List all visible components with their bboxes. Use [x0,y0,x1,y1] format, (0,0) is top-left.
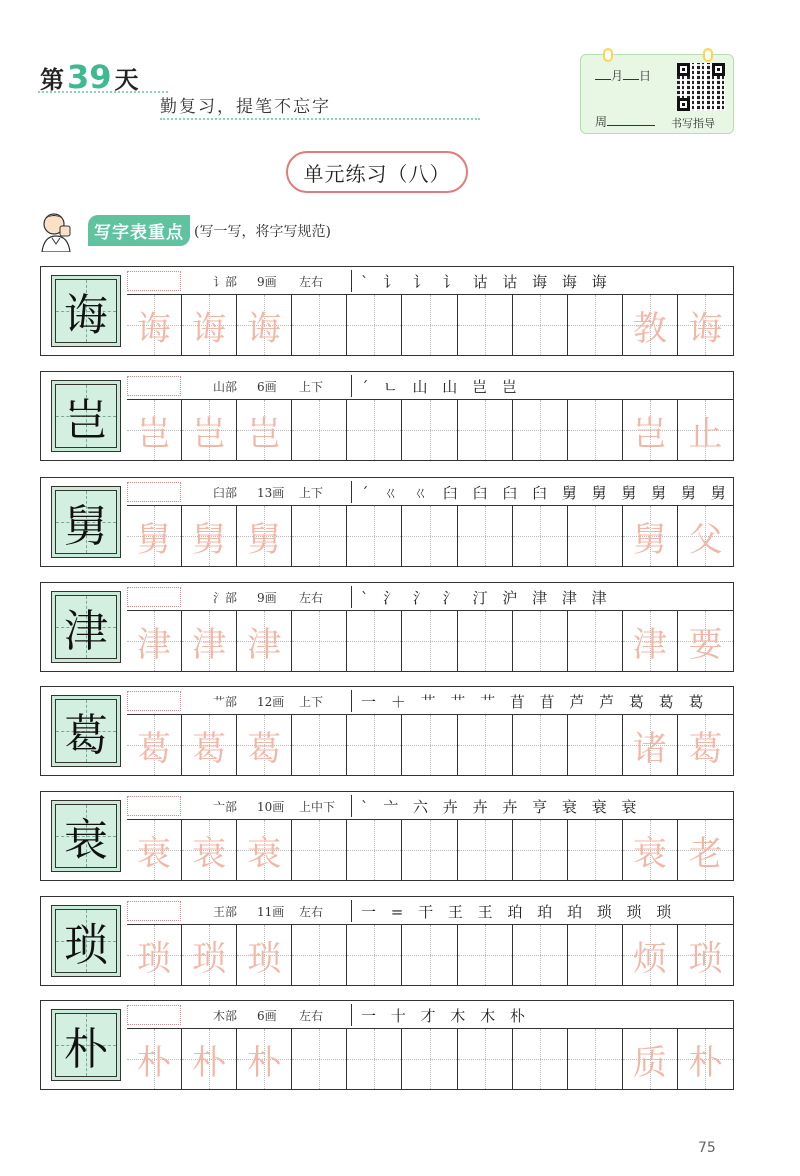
radical-label: 氵部 [213,591,238,605]
date-card [580,54,734,134]
trace-character: 岂 [192,413,227,454]
writing-cell [127,715,182,775]
writing-cell[interactable] [568,506,623,566]
day-suffix: 天 [114,66,139,94]
writing-cell [623,820,678,880]
radical-label: 臼部 [213,486,238,500]
model-character-box [51,486,121,558]
example-word-character: 要 [688,624,723,665]
writing-cell[interactable] [402,295,457,355]
stroke-order: 一 十 才 木 木 朴 [361,1007,530,1025]
writing-cell[interactable] [402,1029,457,1089]
stroke-count-label: 9画 [257,275,277,289]
stroke-count-label: 11画 [257,905,285,919]
character-info-band [127,897,733,925]
writing-cell [237,295,292,355]
day-number: 39 [67,58,112,96]
stroke-count-box [127,482,181,502]
example-word-character: 止 [688,413,723,454]
radical-label: 讠部 [213,275,238,289]
writing-cell [237,400,292,460]
writing-cell[interactable] [568,715,623,775]
writing-cell[interactable] [402,400,457,460]
writing-cell[interactable] [458,400,513,460]
writing-cell[interactable] [347,1029,402,1089]
model-character-box [51,591,121,663]
writing-cell[interactable] [402,506,457,566]
writing-cell [237,715,292,775]
structure-label: 左右 [299,591,324,605]
model-character-box [51,1009,121,1081]
writing-cell[interactable] [347,715,402,775]
character-info-band [127,267,733,295]
stroke-count-box [127,691,181,711]
radical-label: 木部 [213,1009,238,1023]
practice-grid [127,715,733,775]
character-practice-row [40,477,734,567]
writing-cell[interactable] [292,715,347,775]
binder-ring-icon [603,48,613,62]
writing-cell [678,506,733,566]
writing-cell [623,1029,678,1089]
writing-cell [623,506,678,566]
writing-cell[interactable] [513,925,568,985]
binder-ring-icon [703,48,713,62]
stroke-count-label: 6画 [257,380,277,394]
writing-cell [237,820,292,880]
writing-cell [678,925,733,985]
trace-character: 岂 [247,413,282,454]
writing-cell[interactable] [292,925,347,985]
writing-cell [182,295,237,355]
header-dotted-divider [38,91,168,93]
radical-label: 亠部 [213,800,238,814]
trace-character: 衰 [137,833,172,874]
practice-grid [127,820,733,880]
writing-cell[interactable] [458,295,513,355]
date-fill-line[interactable]: 月 日 [595,67,651,84]
model-character: 诲 [64,290,108,341]
writing-cell[interactable] [568,925,623,985]
trace-character: 岂 [137,413,172,454]
writing-cell[interactable] [347,820,402,880]
trace-character: 诲 [247,308,282,349]
writing-cell [678,715,733,775]
writing-cell[interactable] [347,611,402,671]
writing-cell[interactable] [458,925,513,985]
example-word-character: 琐 [688,938,723,979]
practice-grid [127,400,733,460]
writing-cell [127,611,182,671]
writing-cell[interactable] [513,506,568,566]
writing-cell [623,295,678,355]
writing-cell [127,295,182,355]
motto: 勤复习，提笔不忘字 [160,97,331,117]
writing-guide-label: 书写指导 [671,117,715,130]
motto-dotted-divider [160,118,480,120]
writing-cell[interactable] [513,400,568,460]
stroke-order: ` 亠 六 卉 卉 卉 亨 衰 衰 衰 [361,798,642,816]
writing-cell[interactable] [347,925,402,985]
writing-cell[interactable] [458,715,513,775]
writing-cell [182,1029,237,1089]
writing-cell[interactable] [458,611,513,671]
example-word-character: 烦 [632,938,667,979]
writing-cell[interactable] [292,400,347,460]
reading-child-icon [34,208,78,252]
writing-cell[interactable] [513,1029,568,1089]
writing-cell[interactable] [513,820,568,880]
writing-cell [182,611,237,671]
writing-cell[interactable] [402,925,457,985]
writing-cell [623,400,678,460]
practice-grid [127,295,733,355]
stroke-count-label: 10画 [257,800,285,814]
practice-grid [127,1029,733,1089]
writing-cell[interactable] [292,295,347,355]
stroke-order: ` 氵 氵 氵 汀 沪 津 津 津 [361,589,612,607]
writing-cell [623,715,678,775]
unit-title: 单元练习（八） [286,151,468,193]
stroke-count-box [127,271,181,291]
writing-cell[interactable] [568,400,623,460]
week-fill-line[interactable]: 周 [595,113,655,130]
character-info-band [127,372,733,400]
writing-cell [182,715,237,775]
practice-grid [127,925,733,985]
character-info-band [127,687,733,715]
stroke-order: 一 ＋ 艹 艹 艹 苜 苜 芦 芦 葛 葛 葛 [361,693,709,711]
radical-label: 王部 [213,905,238,919]
trace-character: 葛 [137,728,172,769]
structure-label: 上中下 [299,800,336,814]
example-word-character: 老 [688,833,723,874]
trace-character: 衰 [192,833,227,874]
model-character-box [51,905,121,977]
radical-label: 山部 [213,380,238,394]
writing-cell [623,925,678,985]
writing-cell[interactable] [568,295,623,355]
trace-character: 舅 [137,519,172,560]
day-prefix: 第 [40,66,64,94]
character-practice-row [40,686,734,776]
writing-cell[interactable] [292,611,347,671]
stroke-count-box [127,587,181,607]
trace-character: 衰 [247,833,282,874]
writing-cell [237,611,292,671]
writing-cell [678,611,733,671]
trace-character: 诲 [192,308,227,349]
writing-cell [237,1029,292,1089]
trace-character: 津 [247,624,282,665]
stroke-order: ` 讠 讠 讠 诂 诂 诲 诲 诲 [361,273,612,291]
character-info-band [127,792,733,820]
writing-cell [678,1029,733,1089]
example-word-character: 教 [632,308,667,349]
writing-cell[interactable] [568,820,623,880]
structure-label: 左右 [299,905,324,919]
stroke-count-label: 12画 [257,695,285,709]
model-character: 葛 [64,710,108,761]
writing-cell[interactable] [292,820,347,880]
writing-cell [182,400,237,460]
writing-cell[interactable] [347,400,402,460]
writing-cell [678,400,733,460]
example-word-character: 朴 [688,1042,723,1083]
section-header [88,215,331,246]
stroke-order: 一 = 干 王 王 珀 珀 珀 琐 琐 琐 [361,903,677,921]
model-character: 琐 [64,920,108,971]
model-character: 岂 [64,395,108,446]
writing-cell[interactable] [513,295,568,355]
example-word-character: 衰 [632,833,667,874]
stroke-count-label: 9画 [257,591,277,605]
trace-character: 朴 [192,1042,227,1083]
writing-cell [182,925,237,985]
example-word-character: 葛 [688,728,723,769]
character-practice-row [40,896,734,986]
trace-character: 津 [192,624,227,665]
character-info-band [127,583,733,611]
writing-cell [237,506,292,566]
practice-grid [127,611,733,671]
writing-cell[interactable] [568,1029,623,1089]
model-character-box [51,695,121,767]
trace-character: 朴 [247,1042,282,1083]
example-word-character: 父 [688,519,723,560]
character-practice-row [40,1000,734,1090]
character-practice-row [40,582,734,672]
trace-character: 津 [137,624,172,665]
trace-character: 舅 [247,519,282,560]
trace-character: 葛 [192,728,227,769]
writing-cell [182,506,237,566]
example-word-character: 舅 [632,519,667,560]
trace-character: 葛 [247,728,282,769]
stroke-count-box [127,376,181,396]
writing-cell[interactable] [292,506,347,566]
structure-label: 上下 [299,486,324,500]
example-word-character: 质 [632,1042,667,1083]
trace-character: 琐 [247,938,282,979]
qr-code-icon[interactable] [677,63,725,111]
structure-label: 左右 [299,275,324,289]
writing-cell[interactable] [513,715,568,775]
trace-character: 朴 [137,1042,172,1083]
writing-cell[interactable] [347,295,402,355]
model-character-box [51,275,121,347]
character-info-band [127,1001,733,1029]
character-practice-row [40,266,734,356]
stroke-count-label: 6画 [257,1009,277,1023]
model-character-box [51,800,121,872]
writing-cell[interactable] [513,611,568,671]
writing-cell[interactable] [458,1029,513,1089]
trace-character: 诲 [137,308,172,349]
writing-cell [678,820,733,880]
model-character: 朴 [64,1024,108,1075]
trace-character: 琐 [137,938,172,979]
character-practice-row [40,791,734,881]
stroke-count-box [127,1005,181,1025]
stroke-count-box [127,796,181,816]
stroke-order: ˊ ㄴ 山 山 岂 岂 [361,378,522,396]
writing-cell [623,611,678,671]
example-word-character: 岂 [632,413,667,454]
model-character: 津 [64,606,108,657]
stroke-order: ˊ ㄍ ㄍ 臼 臼 臼 臼 舅 舅 舅 舅 舅 舅 [361,484,731,502]
structure-label: 左右 [299,1009,324,1023]
section-note: (写一写，将字写规范) [194,223,331,240]
writing-cell [127,1029,182,1089]
stroke-count-box [127,901,181,921]
writing-cell[interactable] [292,1029,347,1089]
structure-label: 上下 [299,380,324,394]
section-tag: 写字表重点 [88,215,190,246]
writing-cell [182,820,237,880]
writing-cell[interactable] [458,506,513,566]
writing-cell [127,400,182,460]
writing-cell[interactable] [402,611,457,671]
writing-cell[interactable] [402,820,457,880]
writing-cell [678,295,733,355]
writing-cell[interactable] [347,506,402,566]
example-word-character: 诲 [688,308,723,349]
trace-character: 琐 [192,938,227,979]
example-word-character: 津 [632,624,667,665]
character-info-band [127,478,733,506]
writing-cell [127,925,182,985]
structure-label: 上下 [299,695,324,709]
page-number: 75 [698,1140,716,1156]
trace-character: 舅 [192,519,227,560]
writing-cell [127,506,182,566]
writing-cell [237,925,292,985]
writing-cell[interactable] [402,715,457,775]
model-character-box [51,380,121,452]
character-practice-row [40,371,734,461]
practice-grid [127,506,733,566]
writing-cell[interactable] [568,611,623,671]
model-character: 衰 [64,815,108,866]
stroke-count-label: 13画 [257,486,285,500]
radical-label: 艹部 [213,695,238,709]
writing-cell [127,820,182,880]
model-character: 舅 [64,501,108,552]
example-word-character: 诸 [632,728,667,769]
writing-cell[interactable] [458,820,513,880]
